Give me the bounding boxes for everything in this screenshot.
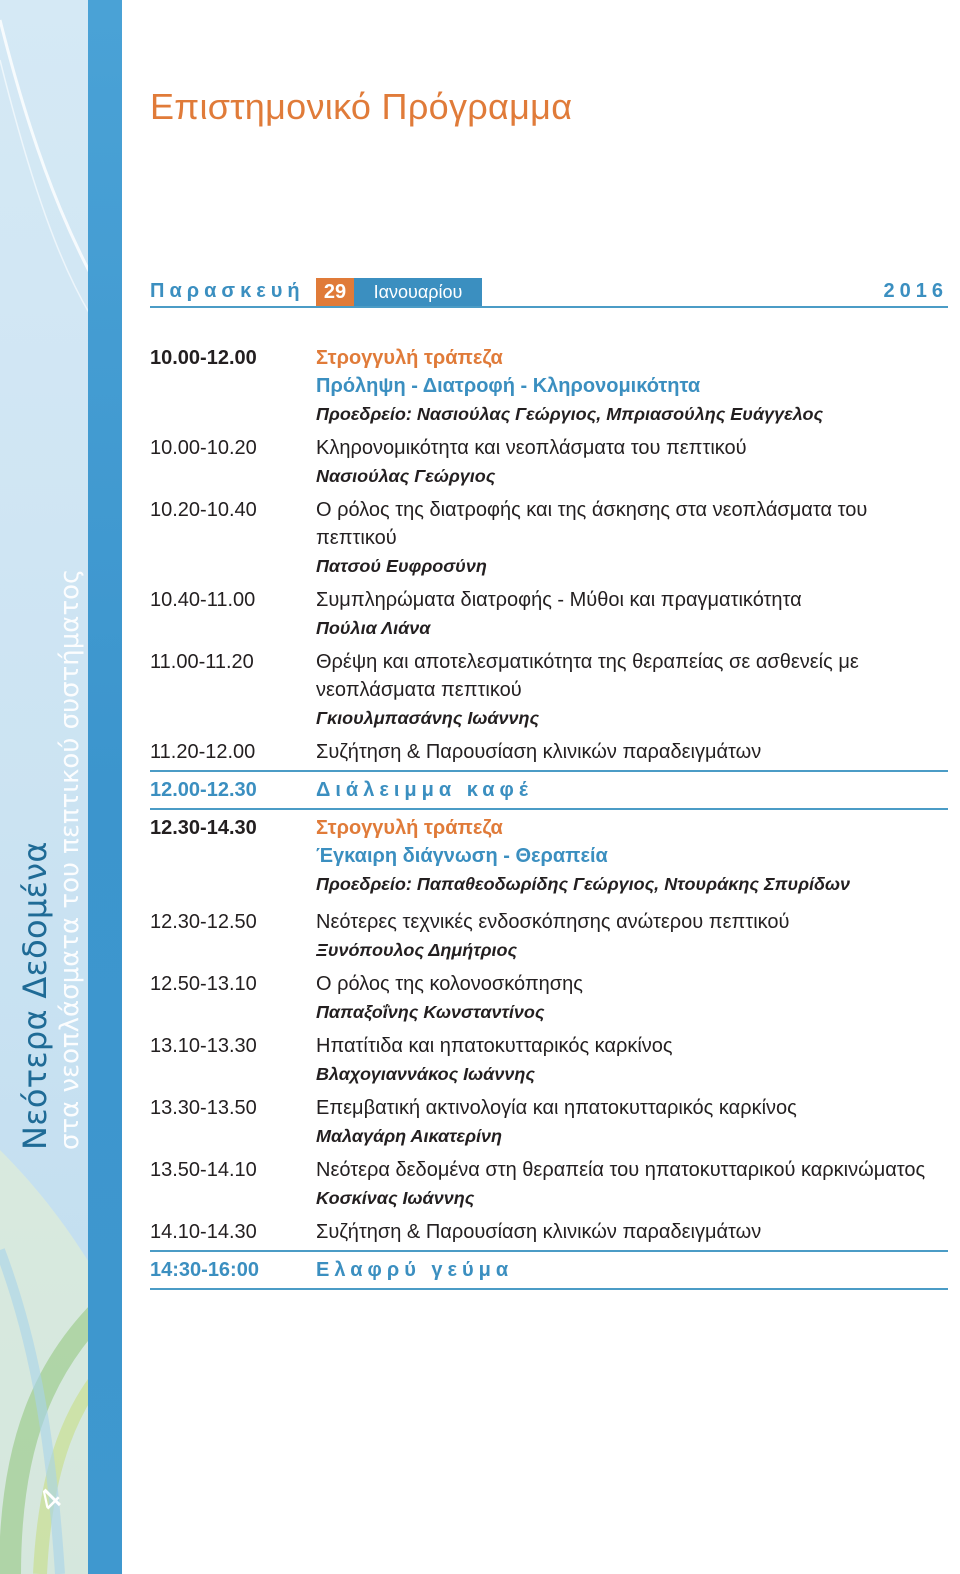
side-title-main bbox=[16, 1030, 54, 1150]
talk-speaker: Κοσκίνας Ιωάννης bbox=[316, 1188, 475, 1208]
session-header bbox=[150, 344, 948, 428]
session-header bbox=[150, 814, 948, 898]
talk-time: 14.10-14.30 bbox=[150, 1221, 257, 1243]
page-title: Επιστημονικό Πρόγραμμα bbox=[150, 86, 573, 127]
talk-speaker: Μαλαγάρη Αικατερίνη bbox=[316, 1126, 503, 1146]
talk-row bbox=[150, 648, 948, 732]
date-weekday: Παρασκευή bbox=[150, 280, 305, 302]
talk-row bbox=[150, 434, 948, 490]
talk-speaker: Γκιουλμπασάνης Ιωάννης bbox=[316, 708, 540, 728]
session-type: Στρογγυλή τράπεζα bbox=[316, 347, 503, 369]
page-number: 4 bbox=[31, 1481, 71, 1520]
session-chair: Προεδρείο: Νασιούλας Γεώργιος, Μπριασούλης Ευάγγελος bbox=[316, 404, 824, 424]
session-time: 10.00-12.00 bbox=[150, 347, 257, 369]
talk-title: Θρέψη και αποτελεσματικότητα της θεραπείας σε ασθενείς με νεοπλάσματα πεπτικού bbox=[316, 651, 859, 701]
talk-speaker: Πούλια Λιάνα bbox=[316, 618, 431, 638]
talk-time: 13.30-13.50 bbox=[150, 1097, 257, 1119]
schedule bbox=[150, 344, 948, 1290]
talk-title: Συζήτηση & Παρουσίαση κλινικών παραδειγμάτων bbox=[316, 741, 762, 763]
break-time: 14:30-16:00 bbox=[150, 1259, 259, 1281]
talk-row bbox=[150, 1218, 948, 1246]
date-month-badge: Ιανουαρίου bbox=[354, 278, 482, 306]
break-row-coffee bbox=[150, 770, 948, 810]
session-chair: Προεδρείο: Παπαθεοδωρίδης Γεώργιος, Ντουράκης Σπυρίδων bbox=[316, 874, 851, 894]
talk-time: 13.10-13.30 bbox=[150, 1035, 257, 1057]
session-type: Στρογγυλή τράπεζα bbox=[316, 817, 503, 839]
talk-time: 10.00-10.20 bbox=[150, 437, 257, 459]
talk-time: 12.30-12.50 bbox=[150, 911, 257, 933]
session-time: 12.30-14.30 bbox=[150, 817, 257, 839]
talk-title: Ο ρόλος της κολονοσκόπησης bbox=[316, 973, 583, 995]
side-title-sub bbox=[54, 1030, 86, 1150]
talk-time: 11.20-12.00 bbox=[150, 741, 256, 763]
talk-title: Ο ρόλος της διατροφής και της άσκησης στα νεοπλάσματα του πεπτικού bbox=[316, 499, 868, 549]
break-time: 12.00-12.30 bbox=[150, 779, 257, 801]
talk-row bbox=[150, 738, 948, 766]
talk-time: 10.40-11.00 bbox=[150, 589, 256, 611]
session-topic: Πρόληψη - Διατροφή - Κληρονομικότητα bbox=[316, 375, 701, 397]
date-header bbox=[150, 278, 948, 308]
side-title bbox=[16, 1030, 86, 1150]
talk-time: 12.50-13.10 bbox=[150, 973, 257, 995]
talk-speaker: Πατσού Ευφροσύνη bbox=[316, 556, 487, 576]
side-stripe bbox=[88, 0, 122, 1574]
talk-row bbox=[150, 1094, 948, 1150]
break-row-lunch bbox=[150, 1250, 948, 1290]
talk-title: Συζήτηση & Παρουσίαση κλινικών παραδειγμάτων bbox=[316, 1221, 762, 1243]
talk-speaker: Ξυνόπουλος Δημήτριος bbox=[316, 940, 518, 960]
date-day-badge: 29 bbox=[316, 278, 354, 306]
talk-title: Νεότερες τεχνικές ενδοσκόπησης ανώτερου πεπτικού bbox=[316, 911, 790, 933]
talk-title: Συμπληρώματα διατροφής - Μύθοι και πραγματικότητα bbox=[316, 589, 802, 611]
talk-time: 11.00-11.20 bbox=[150, 651, 254, 673]
talk-title: Κληρονομικότητα και νεοπλάσματα του πεπτικού bbox=[316, 437, 747, 459]
talk-speaker: Νασιούλας Γεώργιος bbox=[316, 466, 496, 486]
talk-row bbox=[150, 908, 948, 964]
talk-speaker: Παπαξοΐνης Κωνσταντίνος bbox=[316, 1002, 545, 1022]
date-year: 2016 bbox=[883, 280, 948, 302]
session-topic: Έγκαιρη διάγνωση - Θεραπεία bbox=[316, 845, 608, 867]
talk-title: Νεότερα δεδομένα στη θεραπεία του ηπατοκυτταρικού καρκινώματος bbox=[316, 1159, 926, 1181]
talk-row bbox=[150, 970, 948, 1026]
talk-title: Επεμβατική ακτινολογία και ηπατοκυτταρικός καρκίνος bbox=[316, 1097, 797, 1119]
break-label: Διάλειμμα καφέ bbox=[316, 779, 533, 801]
talk-row bbox=[150, 1156, 948, 1212]
talk-row bbox=[150, 586, 948, 642]
talk-time: 13.50-14.10 bbox=[150, 1159, 257, 1181]
talk-time: 10.20-10.40 bbox=[150, 499, 257, 521]
talk-row bbox=[150, 496, 948, 580]
break-label: Ελαφρύ γεύμα bbox=[316, 1259, 514, 1281]
talk-speaker: Βλαχογιαννάκος Ιωάννης bbox=[316, 1064, 535, 1084]
talk-title: Ηπατίτιδα και ηπατοκυτταρικός καρκίνος bbox=[316, 1035, 673, 1057]
talk-row bbox=[150, 1032, 948, 1088]
